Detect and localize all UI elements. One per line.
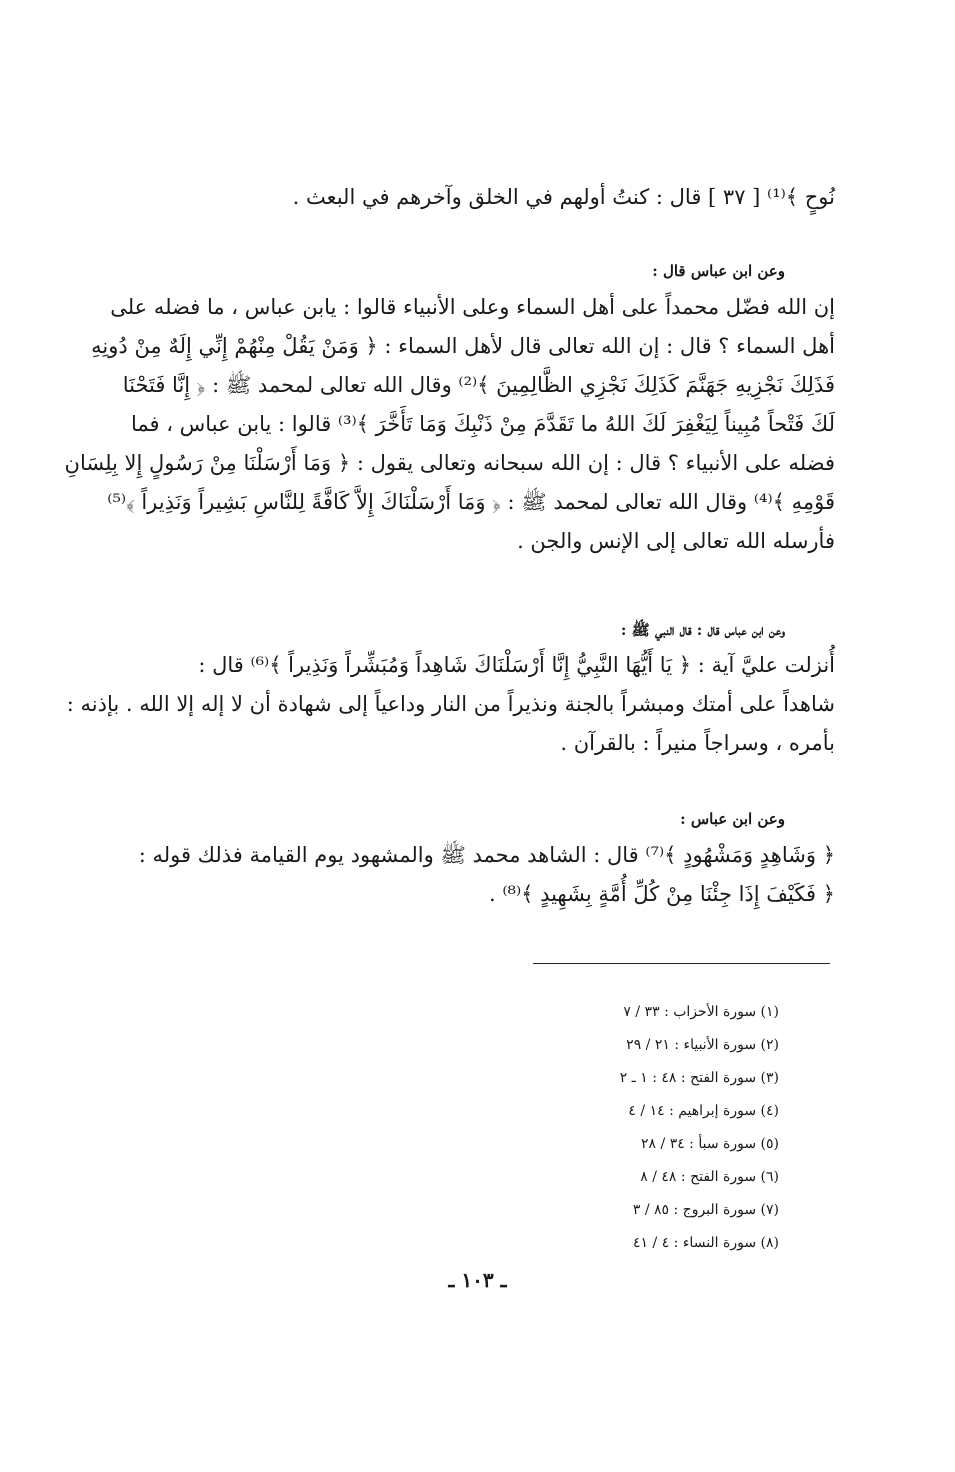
section-heading: وعن ابن عباس قال : قال النبي ﷺ : bbox=[620, 621, 785, 639]
text-line: فأرسله الله تعالى إلى الإنس والجن . bbox=[517, 529, 835, 553]
footnote: (١) سورة الأحزاب : ٣٣ / ٧ bbox=[623, 1004, 779, 1020]
opening-paragraph bbox=[292, 178, 835, 217]
footnote: (٢) سورة الأنبياء : ٢١ / ٢٩ bbox=[626, 1037, 779, 1053]
section-heading: وعن ابن عباس قال : bbox=[652, 262, 785, 280]
text-line: فَذَلِكَ نَجْزِيهِ جَهَنَّمَ كَذَلِكَ نَجْزِي الظَّالِمِينَ ﴾⁽²⁾ وقال الله تعالى لمحمد ﷺ : ﴿ إِنَّا فَتَحْنَا bbox=[122, 373, 835, 397]
text-line: قَوْمِهِ ﴾⁽⁴⁾ وقال الله تعالى لمحمد ﷺ : ﴿ وَمَا أَرْسَلْنَاكَ إِلاَّ كَافَّةً لِلنَّاسِ بَشِيراً وَنَذِيراً ﴾⁽⁵⁾ bbox=[107, 490, 835, 514]
footnote: (٤) سورة إبراهيم : ١٤ / ٤ bbox=[628, 1103, 779, 1119]
footnote: (٧) سورة البروج : ٨٥ / ٣ bbox=[632, 1202, 779, 1218]
text-line: أُنزلت عليَّ آية : ﴿ يَا أَيُّهَا النَّبِيُّ إِنَّا أَرْسَلْنَاكَ شَاهِداً وَمُبَشِّراً وَنَذِيراً ﴾⁽⁶⁾ قال : bbox=[198, 653, 835, 677]
footnotes bbox=[620, 996, 779, 1260]
text-line: إن الله فضّل محمداً على أهل السماء وعلى الأنبياء قالوا : يابن عباس ، ما فضله على bbox=[110, 295, 835, 319]
footnote: (٦) سورة الفتح : ٤٨ / ٨ bbox=[640, 1169, 779, 1185]
footnote: (٥) سورة سبأ : ٣٤ / ٢٨ bbox=[641, 1136, 779, 1152]
footnote: (٣) سورة الفتح : ٤٨ : ١ ـ ٢ bbox=[619, 1070, 779, 1086]
text-line: ﴿ فَكَيْفَ إِذَا جِئْنَا مِنْ كُلِّ أُمَّةٍ بِشَهِيدٍ ﴾⁽⁸⁾ . bbox=[489, 882, 835, 906]
text-line: لَكَ فَتْحاً مُبِيناً لِيَغْفِرَ لَكَ اللهُ ما تَقَدَّمَ مِنْ ذَنْبِكَ وَمَا تَأَخَّرَ ﴾⁽³⁾ قالوا : يابن عباس ، فما bbox=[130, 412, 835, 436]
text-line: بأمره ، وسراجاً منيراً : بالقرآن . bbox=[560, 731, 835, 755]
text-line: شاهداً على أمتك ومبشراً بالجنة ونذيراً من النار وداعياً إلى شهادة أن لا إله إلا الله . بإذنه : bbox=[66, 692, 835, 716]
section-paragraph bbox=[132, 836, 835, 914]
text-line: نُوحٍ ﴾⁽¹⁾ [ ٣٧ ] قال : كنتُ أولهم في الخلق وآخرهم في البعث . bbox=[292, 185, 835, 209]
footnote: (٨) سورة النساء : ٤ / ٤١ bbox=[633, 1235, 779, 1251]
page-number: ـ ١٠٣ ـ bbox=[448, 1268, 507, 1292]
text-line: فضله على الأنبياء ؟ قال : إن الله سبحانه وتعالى يقول : ﴿ وَمَا أَرْسَلْنَا مِنْ رَسُولٍ إِلا بِلِسَانِ bbox=[64, 451, 835, 475]
text-line: ﴿ وَشَاهِدٍ وَمَشْهُودٍ ﴾⁽⁷⁾ قال : الشاهد محمد ﷺ والمشهود يوم القيامة فذلك قوله : bbox=[138, 843, 835, 867]
section-paragraph bbox=[66, 646, 835, 763]
footnote-separator bbox=[533, 963, 830, 964]
section-heading: وعن ابن عباس : bbox=[680, 810, 785, 828]
section-paragraph bbox=[64, 288, 835, 561]
text-line: أهل السماء ؟ قال : إن الله تعالى قال لأهل السماء : ﴿ وَمَنْ يَقُلْ مِنْهُمْ إِنِّي إِلَهٌ مِنْ دُونِهِ bbox=[91, 334, 835, 358]
